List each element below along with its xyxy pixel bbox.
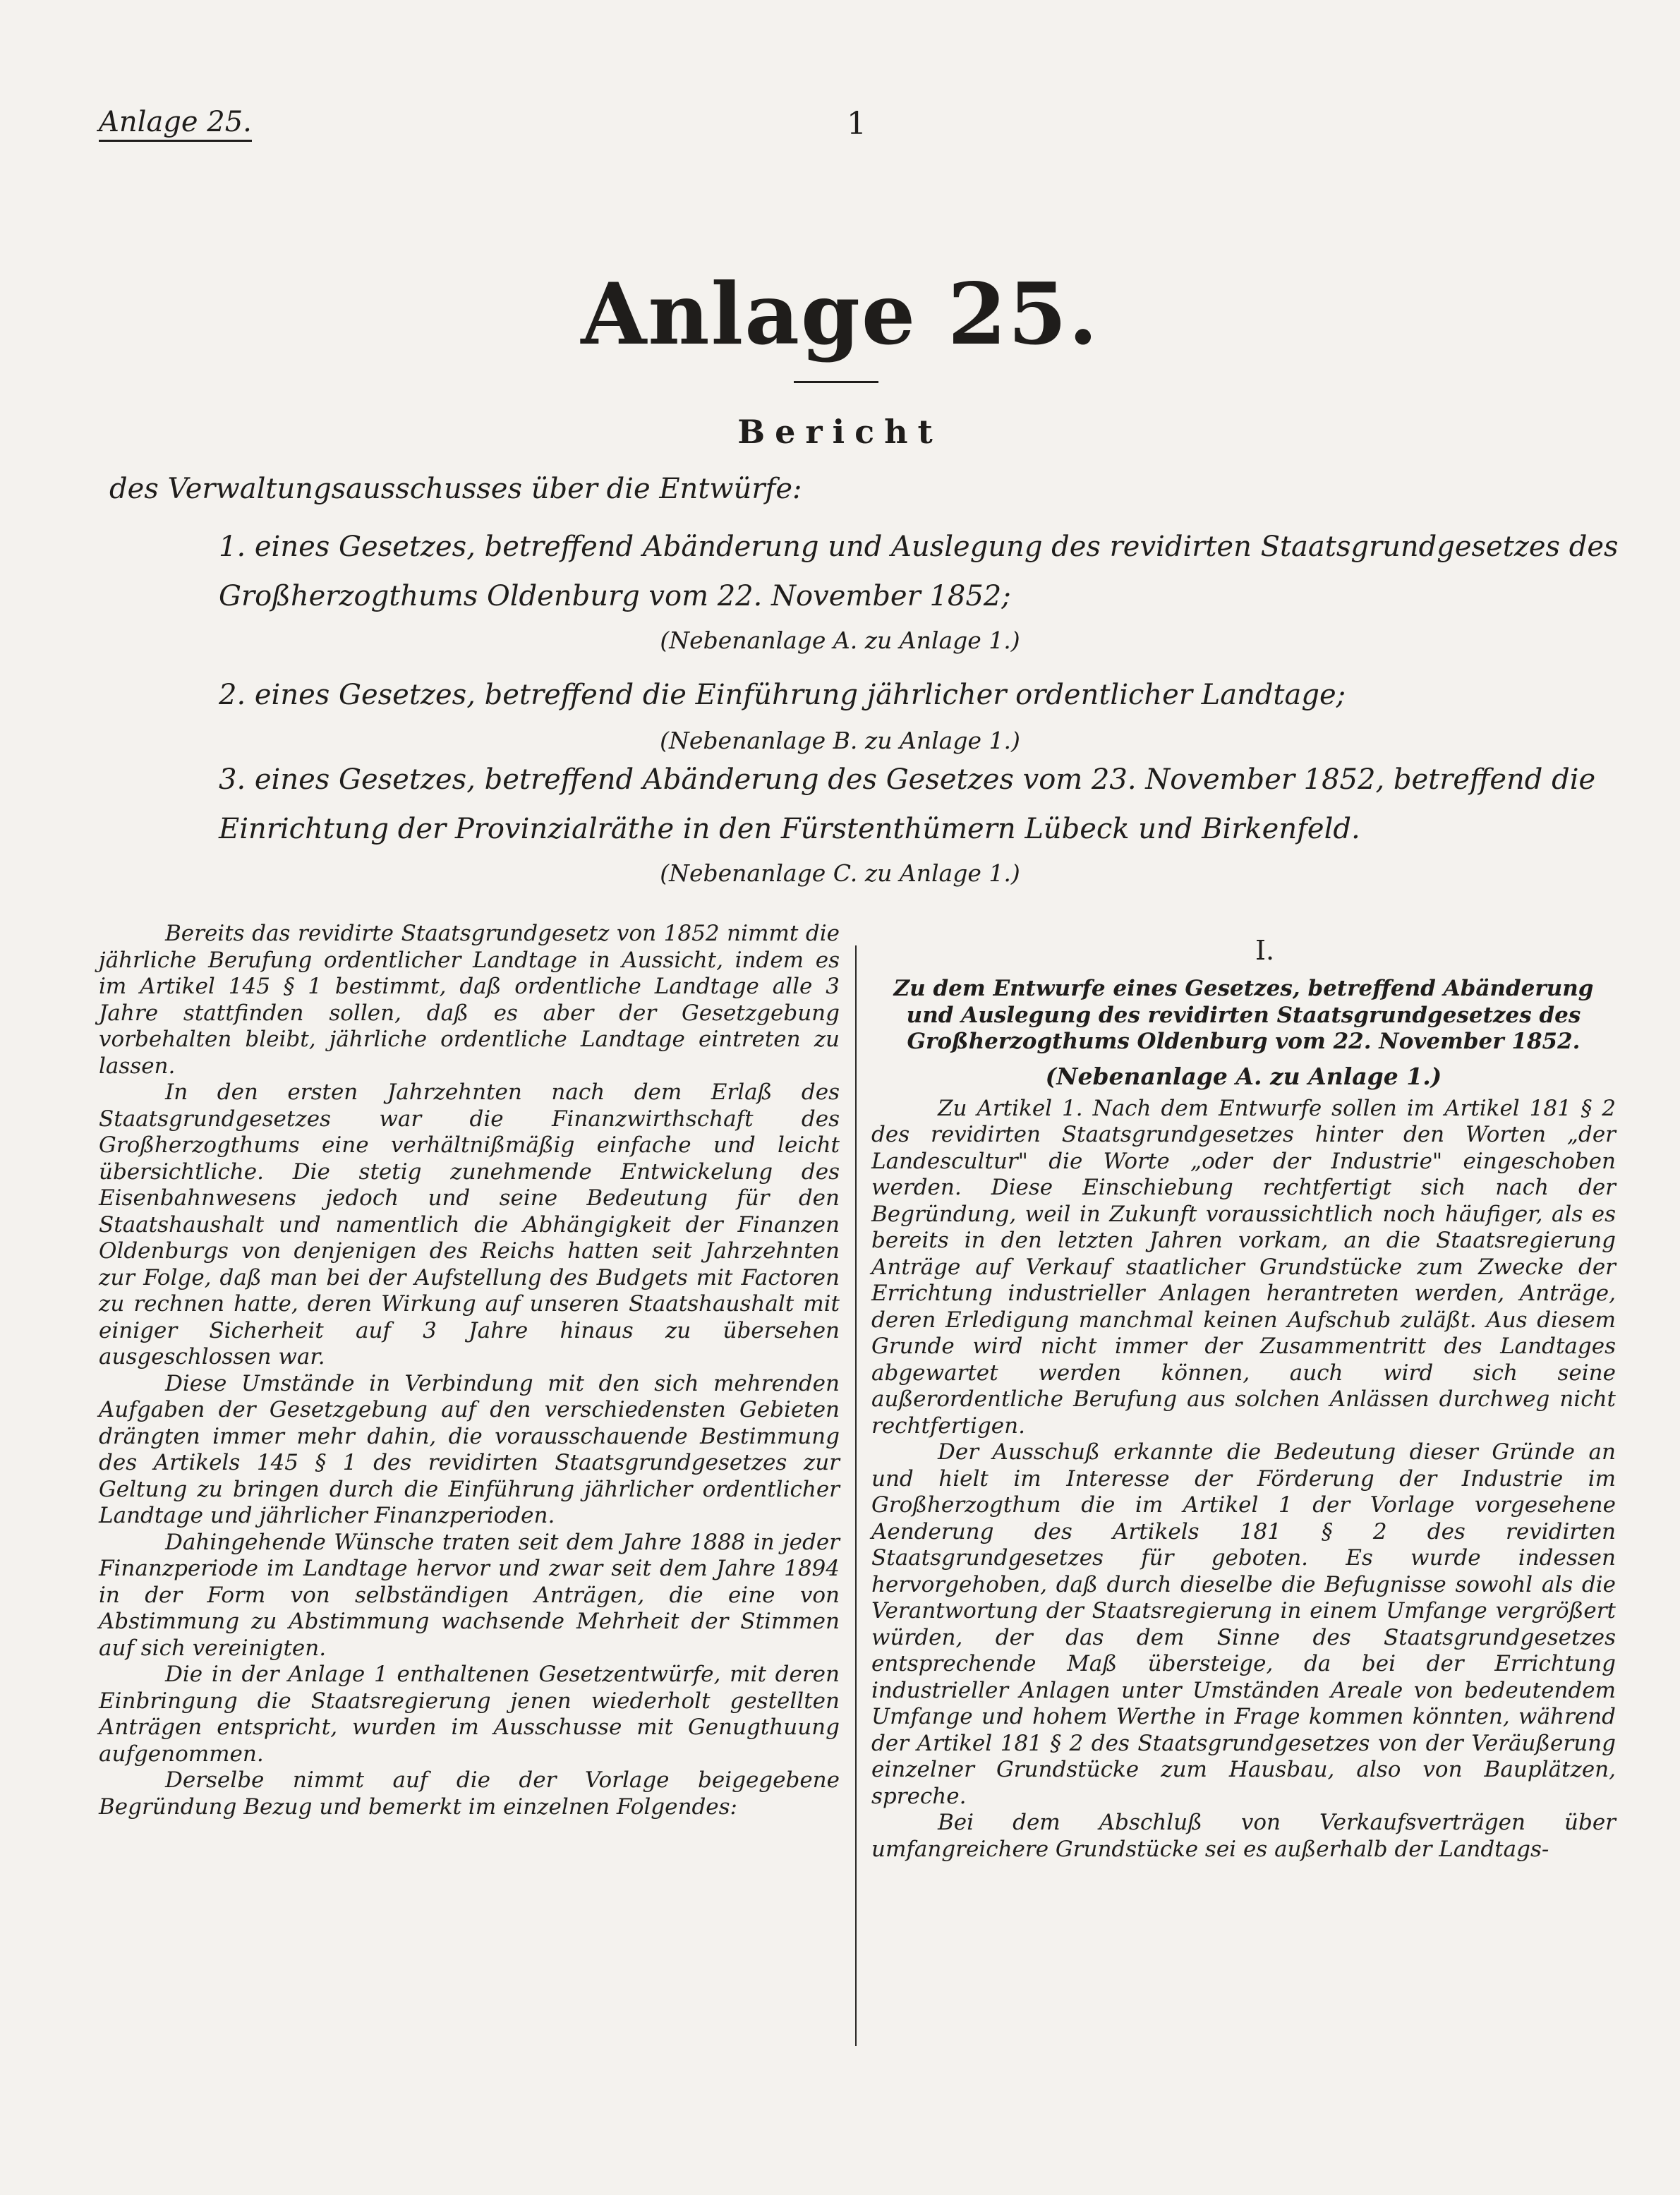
left-column: [99, 921, 840, 1820]
section-reference: (Nebenanlage A. zu Anlage 1.): [1045, 1062, 1442, 1090]
body-paragraph: Bei dem Abschluß von Verkaufsverträgen über umfangreichere Grundstücke sei es außerhalb der Landtags-: [871, 1810, 1616, 1862]
title-rule: [794, 381, 878, 383]
draft-reference: (Nebenanlage C. zu Anlage 1.): [660, 859, 1020, 887]
draft-text: 1. eines Gesetzes, betreffend Abänderung und Auslegung des revidirten Staatsgrundgesetzes des Großherzogthums Oldenburg vom 22. November 1852;: [219, 531, 1619, 612]
report-intro: des Verwaltungsausschusses über die Entwürfe:: [109, 473, 802, 505]
body-paragraph: Diese Umstände in Verbindung mit den sich mehrenden Aufgaben der Gesetzgebung auf den verschiedensten Gebieten drängten immer mehr dahin, die vorausschauende Bestimmung des Artikels 145 § 1 des revidirten Staatsgrundgesetzes zur Geltung zu bringen durch die Einführung jährlicher ordentlicher Landtage und jährlicher Finanzperioden.: [99, 1370, 840, 1528]
right-column: [871, 921, 1616, 1863]
body-paragraph: Zu Artikel 1. Nach dem Entwurfe sollen im Artikel 181 § 2 des revidirten Staatsgrundgesetzes hinter den Worten „der Landescultur" die Worte „oder der Industrie" eingeschoben werden. Diese Einschiebung rechtfertigt sich nach der Begründung, weil in Zukunft voraussichtlich noch häufiger, als es bereits in den letzten Jahren vorkam, an die Staatsregierung Anträge auf Verkauf staatlicher Grundstücke zum Zwecke der Errichtung industrieller Anlagen herantreten werden, Anträge, deren Erledigung manchmal keinen Aufschub zuläßt. Aus diesem Grunde wird nicht immer der Zusammentritt des Landtages abgewartet werden können, auch wird sich seine außerordentliche Berufung aus solchen Anlässen durchweg nicht rechtfertigen.: [871, 1095, 1616, 1439]
running-header-label: Anlage 25.: [99, 106, 252, 142]
page-number: 1: [847, 106, 866, 142]
body-paragraph: Dahingehende Wünsche traten seit dem Jahre 1888 in jeder Finanzperiode im Landtage hervor und zwar seit dem Jahre 1894 in der Form von selbständigen Anträgen, die eine von Abstimmung zu Abstimmung wachsende Mehrheit der Stimmen auf sich vereinigten.: [99, 1529, 840, 1661]
draft-reference: (Nebenanlage A. zu Anlage 1.): [660, 627, 1020, 654]
body-paragraph: Bereits das revidirte Staatsgrundgesetz von 1852 nimmt die jährliche Berufung ordentlicher Landtage in Aussicht, indem es im Artikel 145 § 1 bestimmt, daß ordentliche Landtage alle 3 Jahre stattfinden sollen, daß es aber der Gesetzgebung vorbehalten bleibt, jährliche ordentliche Landtage eintreten zu lassen.: [99, 921, 840, 1079]
section-heading: Zu dem Entwurfe eines Gesetzes, betreffend Abänderung und Auslegung des revidirten Staatsgrundgesetzes des Großherzogthums Oldenburg vom 22. November 1852.: [893, 976, 1594, 1054]
draft-text: 2. eines Gesetzes, betreffend die Einführung jährlicher ordentlicher Landtage;: [219, 679, 1346, 711]
body-paragraph: Derselbe nimmt auf die der Vorlage beigegebene Begründung Bezug und bemerkt im einzelnen Folgendes:: [99, 1767, 840, 1820]
draft-reference: (Nebenanlage B. zu Anlage 1.): [660, 727, 1020, 754]
body-paragraph: In den ersten Jahrzehnten nach dem Erlaß des Staatsgrundgesetzes war die Finanzwirthschaft des Großherzogthums eine verhältnißmäßig einfache und leicht übersichtliche. Die stetig zunehmende Entwickelung des Eisenbahnwesens jedoch und seine Bedeutung für den Staatshaushalt und namentlich die Abhängigkeit der Finanzen Oldenburgs von denjenigen des Reichs hatten seit Jahrzehnten zur Folge, daß man bei der Aufstellung des Budgets mit Factoren zu rechnen hatte, deren Wirkung auf unseren Staatshaushalt mit einiger Sicherheit auf 3 Jahre hinaus zu übersehen ausgeschlossen war.: [99, 1080, 840, 1369]
body-paragraph: Die in der Anlage 1 enthaltenen Gesetzentwürfe, mit deren Einbringung die Staatsregierung jenen wiederholt gestellten Anträgen entspricht, wurden im Ausschusse mit Genugthuung aufgenommen.: [99, 1662, 840, 1767]
body-paragraph: Der Ausschuß erkannte die Bedeutung dieser Gründe an und hielt im Interesse der Förderung der Industrie im Großherzogthum die im Artikel 1 der Vorlage vorgesehene Aenderung des Artikels 181 § 2 des revidirten Staatsgrundgesetzes für geboten. Es wurde indessen hervorgehoben, daß durch dieselbe die Befugnisse sowohl als die Verantwortung der Staatsregierung in einem Umfange vergrößert würden, der das dem Sinne des Staatsgrundgesetzes entsprechende Maß übersteige, da bei der Errichtung industrieller Anlagen unter Umständen Areale von bedeutendem Umfange und hohem Werthe in Frage kommen könnten, während der Artikel 181 § 2 des Staatsgrundgesetzes von der Veräußerung einzelner Grundstücke zum Hausbau, also von Bauplätzen, spreche.: [871, 1439, 1616, 1809]
draft-text: 3. eines Gesetzes, betreffend Abänderung des Gesetzes vom 23. November 1852, betreffend die Einrichtung der Provinzialräthe in den Fürstenthümern Lübeck und Birkenfeld.: [219, 763, 1596, 845]
document-title: Anlage 25.: [581, 265, 1099, 364]
report-subtitle: Bericht: [737, 413, 943, 451]
column-divider: [855, 945, 857, 2046]
section-number: I.: [1255, 935, 1275, 966]
